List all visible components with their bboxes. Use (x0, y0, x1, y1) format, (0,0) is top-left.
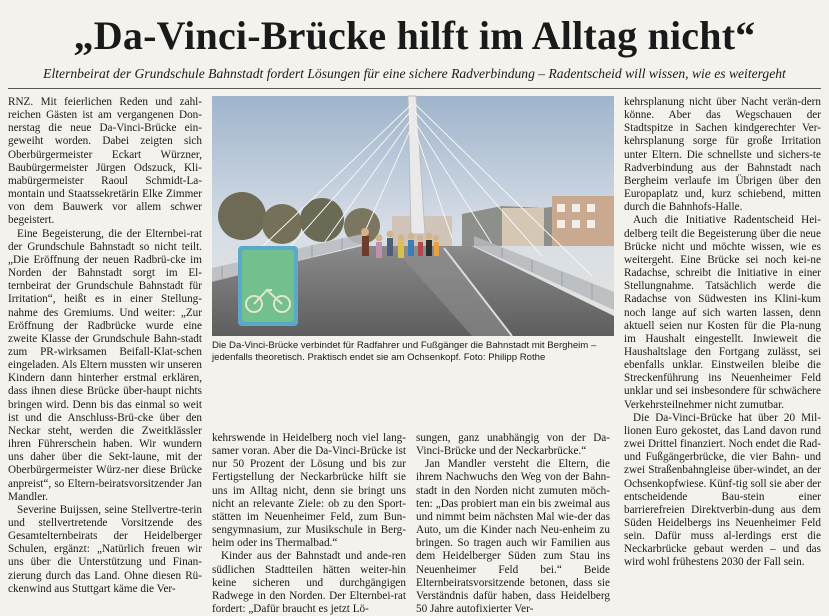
subheadline: Elternbeirat der Grundschule Bahnstadt fordert Lösungen für eine sichere Radverbindung – Radentscheid will wissen, wie es weitergeht (43, 66, 786, 81)
header-rule (8, 88, 821, 89)
paragraph: sungen, ganz unabhängig von der Da-Vinci-Brücke und der Neckarbrücke.“ (416, 432, 610, 458)
article-column-2 (212, 432, 406, 616)
paragraph: Jan Mandler versteht die Eltern, die ihrem Nachwuchs den Weg von der Bahn-stadt in den Norden nicht zumuten möch-ten: „Das probiert man ein bis zweimal aus und nimmt beim nächsten Mal wie-der das Auto, um die Kinder nach Neu-enheim zu bringen. So tragen auch wir Familien aus dem Heidelberger Süden zum Stau ins Neuenheimer Feld bei.“ Beide Elternbeiratsvorsitzende betonen, dass sie Verständnis dafür haben, dass Heidelberg 50 Jahre autofixierter Ver- (416, 458, 610, 616)
paragraph: Kinder aus der Bahnstadt und ande-ren südlichen Stadtteilen hätten weiter-hin keine sicheren und durchgängigen Radwege in den Norden. Der Elternbei-rat fordert: „Dafür braucht es jetzt Lö- (212, 550, 406, 616)
paragraph: Severine Buijssen, seine Stellvertre-terin und stellvertretende Vorsitzende des Gesamtelternbeirats der Heidelberger Schulen, ergänzt: „Natürlich freuen wir uns über die Unterstützung und Finan-zierung durch das Land. Ohne diesen Rü-ckenwind aus Stuttgart käme die Ver- (8, 503, 202, 595)
paragraph: kehrswende in Heidelberg noch viel lang-samer voran. Aber die Da-Vinci-Brücke ist nur 50 Prozent der Lösung und bis zur Fertigstellung der Neckarbrücke hilft sie uns im Alltag nicht, denn sie bringt uns nicht an relevante Ziele: ob zu den Sport-stätten im Neuenheimer Feld, zum Bun-sengymnasium, zur Musikschule in Berg-heim oder ins Thermalbad.“ (212, 432, 406, 550)
paragraph: Auch die Initiative Radentscheid Hei-delberg teilt die Begeisterung über die neue Brücke nicht und möchte wissen, wie es weitergeht. Eine Brücke sei noch kei-ne Radachse, schreibt die Initiative in einer Stellungnahme. Tatsächlich werde die Radachse von Südwesten ins Klini-kum noch lange auf sich warten lassen, denn aktuell seien nur Kosten für die Pla-nung im Haushalt eingestellt. Inwieweit die Haushaltslage den Fortgang zulässt, sei ebenfalls unklar. Einstweilen bleibe die Streckenführung ins Neuenheimer Feld unklar und sei insbesondere für schwächere Verkehrsteilnehmer nicht zumutbar. (624, 214, 821, 411)
paragraph: Eine Begeisterung, die der Elternbei-rat der Grundschule Bahnstadt so nicht teilt. „Die Eröffnung der neuen Radbrü-cke im Norden der Bahnstadt sorgt im El-ternbeirat der Grundschule Bahnstadt für Irritation“, heißt es in einer Stellung-nahme des Gremiums. Und weiter: „Zur Eröffnung der Radbrücke wurde eine zweite Klasse der Grundschule Bahn-stadt zum PR-wirksamen Beifall-Klat-schen eingeladen. Als Eltern mussten wir unseren Kindern dann hinterher erstmal erklären, dass ihnen diese Brücke über-haupt nichts bringen wird. Denn bis das einmal so weit ist und die Anschluss-Brü-cke über den Neckar steht, werden die Zweitklässler ihren Führerschein haben. Wir wundern uns daher über die Sekt-laune, mit der Oberbürgermeister Würz-ner diese Brücke anpreist“, so Eltern-beiratsvorsitzender Jan Mandler. (8, 227, 202, 503)
article-column-3 (416, 432, 610, 616)
article-photo (212, 96, 614, 336)
paragraph: RNZ. Mit feierlichen Reden und zahl-reichen Gästen ist am vergangenen Don-nerstag die neue Da-Vinci-Brücke ein-geweiht worden. Dabei zeigten sich Oberbürgermeister Eckart Würzner, Baubürgermeister Jürgen Odszuck, Kli-mabürgermeister Raoul Schmidt-La-montain und Staatssekretärin Elke Zimmer von dem Bauwerk vor allem schwer begeistert. (8, 96, 202, 227)
paragraph: Die Da-Vinci-Brücke hat über 20 Mil-lionen Euro gekostet, das Land davon rund zwei Drittel finanziert. Noch endet die Rad- und Fußgängerbrücke, die vier Bahn- und zwei Straßenbahngleise über-windet, an der Ochsenkopfwiese. Künf-tig soll sie aber der entscheidende Bau-stein einer barrierefreien Direktverbin-dung aus dem Süden Heidelbergs ins Neuenheimer Feld sein. Dafür muss al-lerdings erst die Neckarbrücke gebaut werden – und das wird wohl frühestens 2030 der Fall sein. (624, 411, 821, 569)
paragraph: kehrsplanung nicht über Nacht verän-dern könne. Aber das Wegschauen der Stadtspitze in Sachen kindgerechter Ver-kehrsplanung sorge für große Irritation unter Eltern. Die schnellste und sichers-te Radverbindung aus der Bahnstadt nach Bergheim verlaufe im Übrigen über den Europaplatz und, kurz schiebend, mitten durch die Bahnhofs-Halle. (624, 96, 821, 214)
bridge-photo-illustration (212, 96, 614, 336)
headline: „Da-Vinci-Brücke hilft im Alltag nicht“ (73, 13, 756, 58)
photo-caption: Die Da-Vinci-Brücke verbindet für Radfahrer und Fußgänger die Bahnstadt mit Bergheim – jedenfalls theoretisch. Praktisch endet sie am Ochsenkopf. Foto: Philipp Rothe (212, 340, 597, 363)
article-column-4 (624, 96, 821, 569)
article-column-1 (8, 96, 202, 595)
